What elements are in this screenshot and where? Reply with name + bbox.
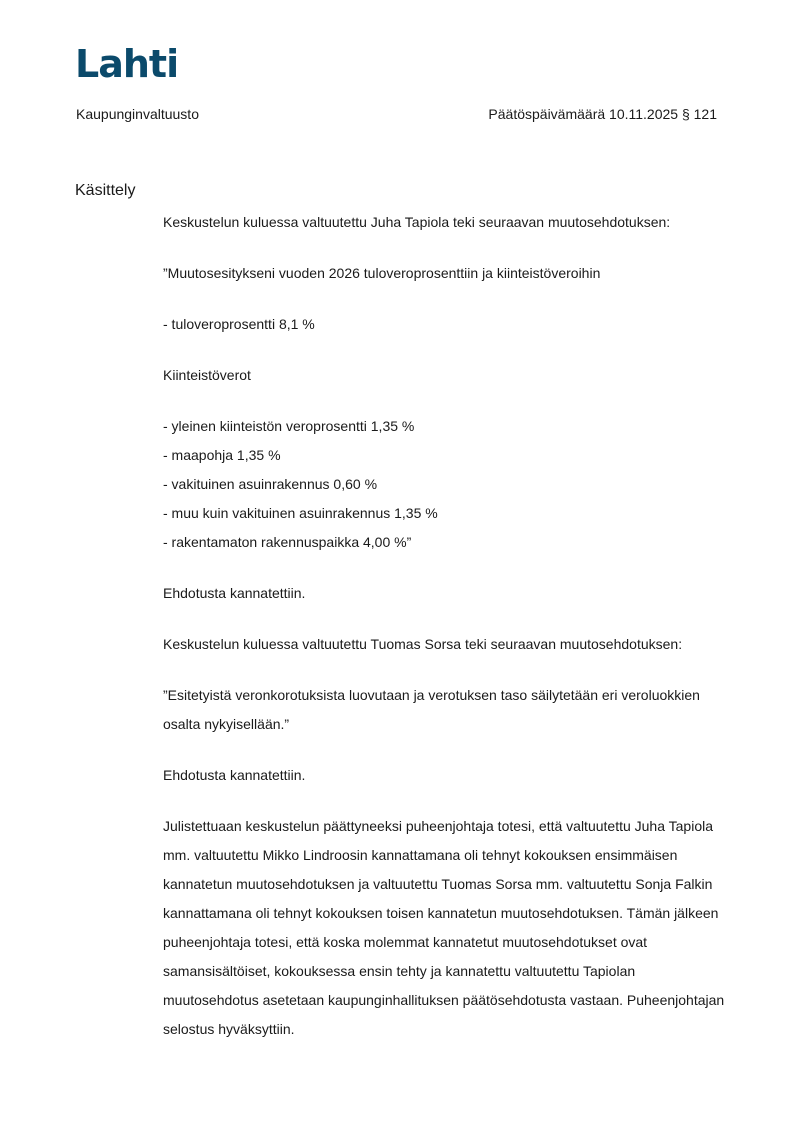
organization-name: Kaupunginvaltuusto (76, 106, 199, 122)
property-tax-list (163, 412, 733, 557)
paragraph-chair-summary: Julistettuaan keskustelun päättyneeksi puheenjohtaja totesi, että valtuutettu Juha Tapiola mm. valtuutettu Mikko Lindroosin kannattamana oli tehnyt kokouksen ensimmäisen kannatetun muutosehdotuksen ja valtuutettu Tuomas Sorsa mm. valtuutettu Sonja Falkin kannattamana oli tehnyt kokouksen toisen kannatetun muutosehdotuksen. Tämän jälkeen puheenjohtaja totesi, että koska molemmat kannatetut muutosehdotukset ovat samansisältöiset, kokouksessa ensin tehty ja kannatettu valtuutettu Tapiolan muutosehdotus asetetaan kaupunginhallituksen päätösehdotusta vastaan. Puheenjohtajan selostus hyväksyttiin. (163, 818, 725, 1037)
lahti-logo: Lahti (75, 42, 179, 86)
document-body (163, 208, 733, 1066)
paragraph-property-taxes-heading: Kiinteistöverot (163, 367, 251, 383)
section-title: Käsittely (75, 182, 136, 199)
paragraph-seconded-1: Ehdotusta kannatettiin. (163, 585, 306, 601)
paragraph-proposal-intro-1: Keskustelun kuluessa valtuutettu Juha Tapiola teki seuraavan muutosehdotuksen: (163, 214, 671, 230)
list-item: - yleinen kiinteistön veroprosentti 1,35 % (163, 418, 415, 434)
paragraph-proposal-intro-2: Keskustelun kuluessa valtuutettu Tuomas Sorsa teki seuraavan muutosehdotuksen: (163, 636, 683, 652)
paragraph-seconded-2: Ehdotusta kannatettiin. (163, 767, 306, 783)
decision-date-section: Päätöspäivämäärä 10.11.2025 § 121 (488, 106, 717, 122)
list-item: - rakentamaton rakennuspaikka 4,00 %” (163, 534, 412, 550)
list-item: - maapohja 1,35 % (163, 447, 281, 463)
paragraph-proposal-quote-2: ”Esitetyistä veronkorotuksista luovutaan ja verotuksen taso säilytetään eri veroluokkien osalta nykyisellään.” (163, 687, 700, 732)
paragraph-income-tax: - tuloveroprosentti 8,1 % (163, 316, 315, 332)
list-item: - vakituinen asuinrakennus 0,60 % (163, 476, 378, 492)
paragraph-proposal-quote-start: ”Muutosesitykseni vuoden 2026 tuloveroprosenttiin ja kiinteistöveroihin (163, 265, 601, 281)
list-item: - muu kuin vakituinen asuinrakennus 1,35 % (163, 505, 438, 521)
